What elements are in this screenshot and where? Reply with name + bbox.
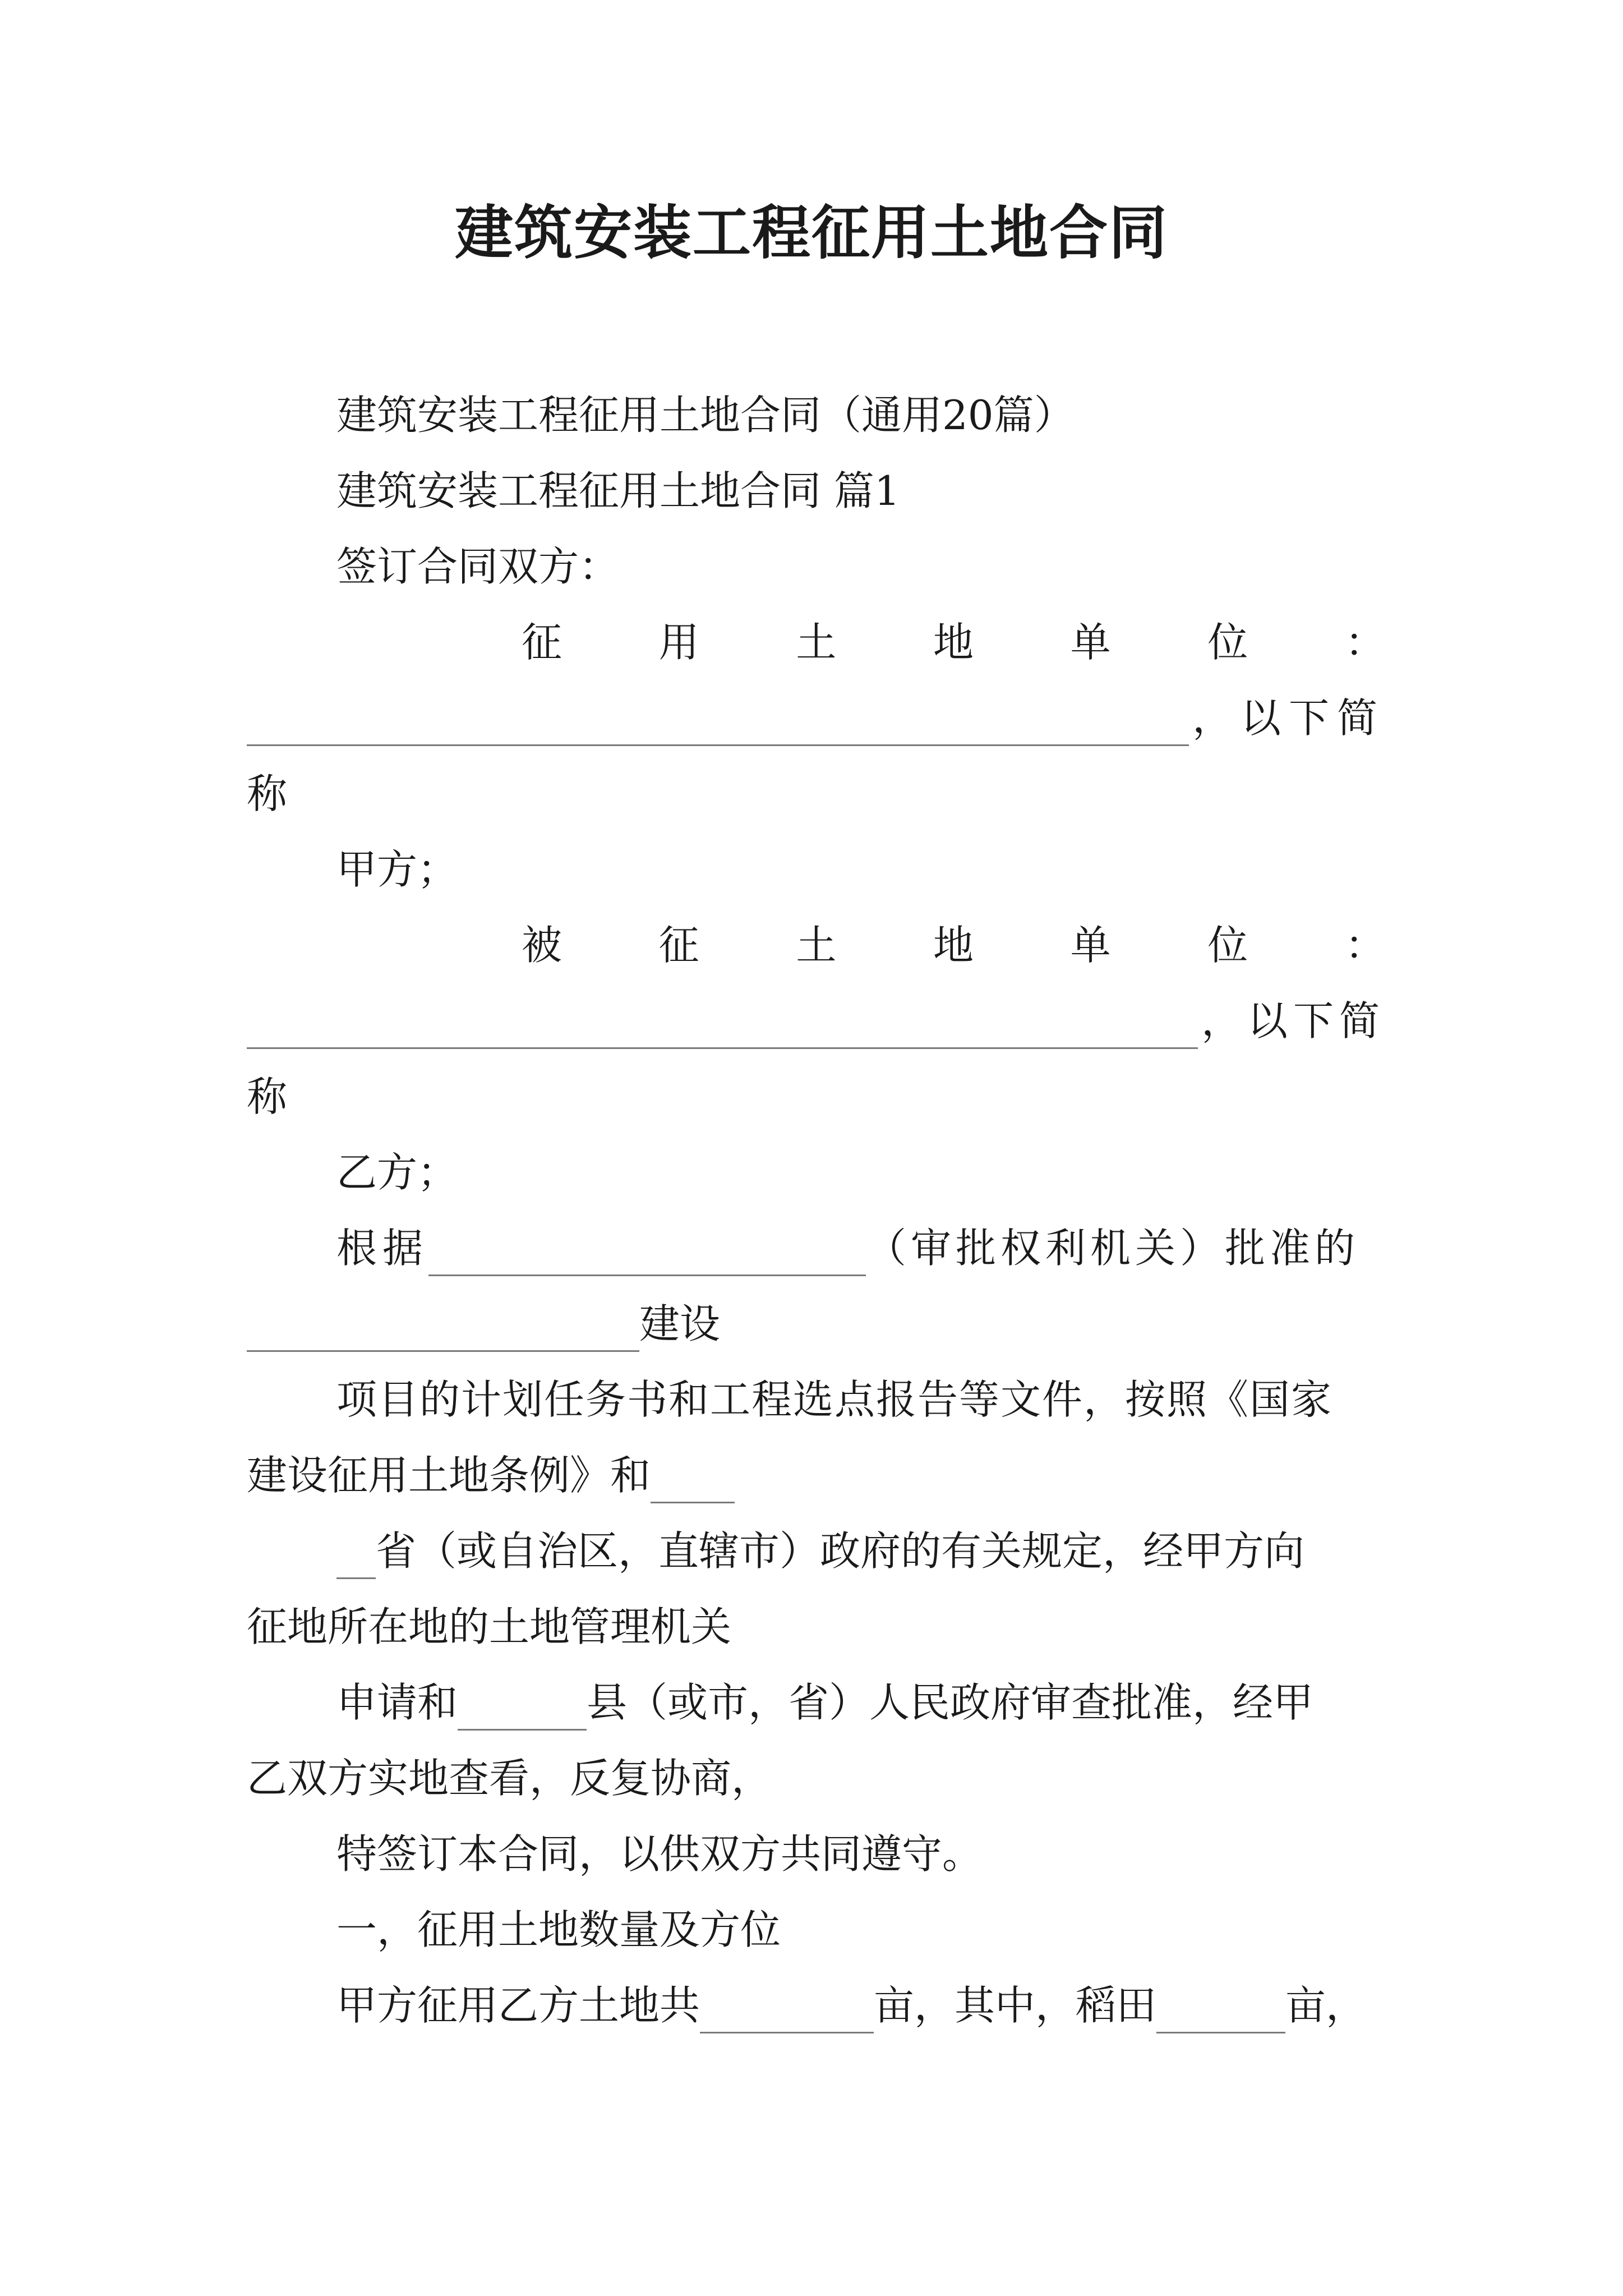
section1-p1-row	[336, 1977, 1385, 2033]
basis-end: 建设	[639, 1300, 721, 1347]
party-b-label-char: 征	[658, 922, 699, 969]
party-a-label-char: 单	[1070, 619, 1111, 666]
party-a-cont: 称	[247, 770, 288, 817]
party-a-label-char: 征	[522, 619, 562, 666]
section1-p1-b: 亩，其中，稻田	[874, 1982, 1157, 2029]
party-a-label-char: ：	[1344, 619, 1385, 666]
party-a-short: 甲方；	[336, 846, 458, 893]
approval-authority-blank	[428, 1235, 866, 1276]
party-a-label	[247, 614, 1385, 670]
document-title: 建筑安装工程征用土地合同	[454, 198, 1168, 267]
para3-line1-rest: 县（或市，省）人民政府审查批准，经甲	[587, 1679, 1314, 1726]
party-a-label-char: 地	[933, 619, 974, 666]
para2-line2: 征地所在地的土地管理机关	[247, 1603, 732, 1650]
para3-line2: 乙双方实地查看，反复协商，	[247, 1755, 772, 1802]
party-a-blank	[247, 705, 1189, 746]
party-b-short: 乙方；	[336, 1149, 458, 1196]
party-b-label-char: 土	[796, 922, 837, 969]
party-a-blank-row	[247, 690, 1385, 746]
party-a-label-char: 位	[1207, 619, 1248, 666]
para3-line1-row	[336, 1674, 1385, 1731]
party-b-label-char: 被	[522, 922, 562, 969]
para3-prefix: 申请和	[336, 1679, 458, 1726]
province-blank	[651, 1462, 735, 1503]
paddy-area-blank	[1156, 1993, 1285, 2033]
party-b-label-char: 位	[1207, 922, 1248, 969]
party-b-suffix: ，以下简	[1201, 997, 1385, 1045]
para1-line2: 建设征用土地条例》和	[247, 1452, 651, 1499]
party-b-cont: 称	[247, 1073, 288, 1120]
para1-line2-row	[247, 1447, 1385, 1503]
party-b-label-char: ：	[1344, 922, 1385, 969]
para4: 特签订本合同，以供双方共同遵守。	[336, 1830, 983, 1878]
party-a-label-char: 用	[658, 619, 699, 666]
document-subtitle: 建筑安装工程征用土地合同（通用20篇）	[336, 392, 1075, 439]
party-b-blank-row	[247, 993, 1385, 1049]
party-a-suffix: ，以下简	[1192, 694, 1385, 742]
basis-middle: （审批权利机关）批准的	[866, 1225, 1360, 1272]
section1-p1-a: 甲方征用乙方土地共	[336, 1982, 700, 2029]
party-b-label-char: 单	[1070, 922, 1111, 969]
project-name-blank	[247, 1311, 639, 1352]
province-blank-cont	[336, 1538, 376, 1579]
chapter-heading: 建筑安装工程征用土地合同 篇1	[336, 467, 900, 514]
parties-intro: 签订合同双方：	[336, 543, 620, 590]
party-b-label	[247, 917, 1385, 973]
party-a-label-char: 土	[796, 619, 837, 666]
basis-row	[336, 1220, 1385, 1276]
para2-line1: 省（或自治区，直辖市）政府的有关规定，经甲方向	[376, 1527, 1305, 1575]
para2-line1-row	[336, 1523, 1385, 1579]
basis-cont-row	[247, 1296, 1385, 1352]
section1-heading: 一，征用土地数量及方位	[336, 1906, 781, 1953]
party-b-label-char: 地	[933, 922, 974, 969]
para1-line1: 项目的计划任务书和工程选点报告等文件，按照《国家	[336, 1376, 1333, 1423]
total-area-blank	[700, 1993, 874, 2033]
basis-prefix: 根据	[336, 1225, 429, 1272]
party-b-blank	[247, 1008, 1198, 1049]
county-blank	[458, 1690, 587, 1731]
section1-p1-c: 亩，	[1285, 1982, 1367, 2029]
